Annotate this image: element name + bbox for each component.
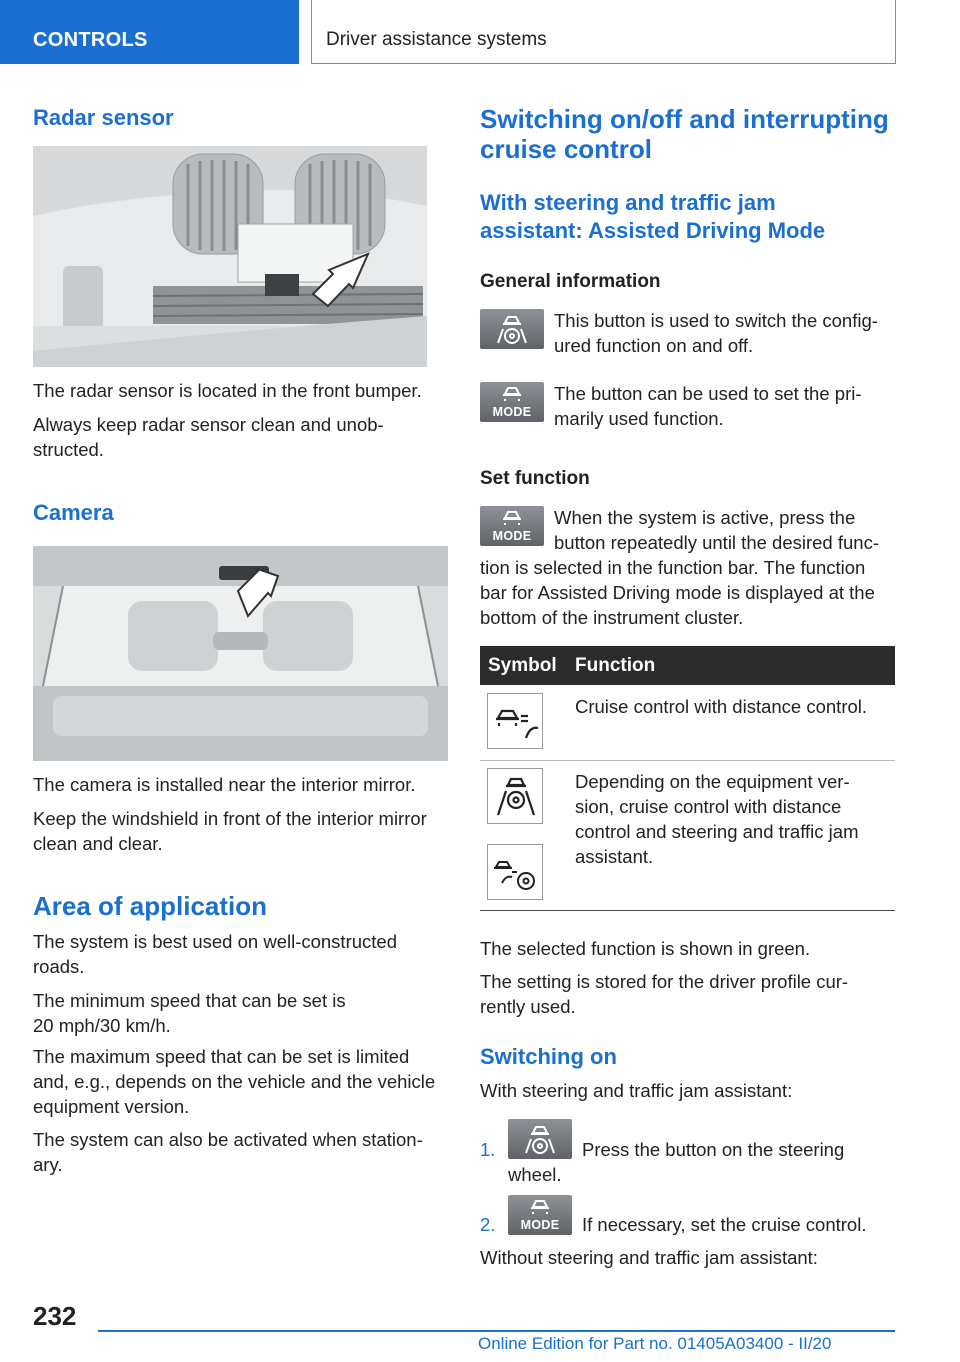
table-row-2-line-2: sion, cruise control with distance	[575, 796, 842, 817]
set-function-line-1: When the system is active, press the	[554, 507, 856, 528]
camera-paragraph-2-line-1: Keep the windshield in front of the interior mirror	[33, 808, 427, 829]
table-row-1-function: Cruise control with distance control.	[575, 696, 868, 717]
after-table-paragraph-1: The selected function is shown in green.	[480, 938, 811, 959]
table-row-divider	[480, 760, 895, 761]
radar-paragraph-1: The radar sensor is located in the front bumper.	[33, 380, 422, 401]
step-1-text: Press the button on the steering	[582, 1139, 845, 1160]
area-paragraph-4-line-1: The system can also be activated when station‐	[33, 1129, 423, 1150]
radar-sensor-photo	[33, 146, 427, 367]
general-paragraph-2-line-1: The button can be used to set the pri‐	[554, 383, 862, 404]
steering-assist-symbol-icon	[487, 768, 543, 824]
general-paragraph-1-line-1: This button is used to switch the config‐	[554, 310, 878, 331]
table-bottom-rule	[480, 910, 895, 911]
area-paragraph-2-line-2: 20 mph/30 km/h.	[33, 1015, 171, 1036]
footer-rule	[98, 1330, 895, 1332]
table-row-2-line-4: assistant.	[575, 846, 654, 867]
mode-button-label: MODE	[492, 405, 532, 419]
switching-heading-line-1: Switching on/off and interrupting	[480, 104, 889, 134]
page-number: 232	[33, 1301, 77, 1331]
mode-button-icon	[480, 382, 544, 422]
area-paragraph-3-line-1: The maximum speed that can be set is limited	[33, 1046, 410, 1067]
without-assistant-text: Without steering and traffic jam assistant:	[480, 1247, 818, 1268]
step-1-number: 1.	[480, 1139, 496, 1160]
mode-button-label-2: MODE	[492, 529, 532, 543]
set-function-line-4: bar for Assisted Driving mode is displayed at the	[480, 582, 875, 603]
column-symbol: Symbol	[488, 655, 557, 676]
step-1-text-line-2: wheel.	[508, 1164, 562, 1185]
area-paragraph-4-line-2: ary.	[33, 1154, 63, 1175]
mode-button-icon-2	[480, 506, 544, 546]
traffic-jam-assist-symbol-icon	[487, 844, 543, 900]
table-row-2-line-1: Depending on the equipment ver‐	[575, 771, 850, 792]
camera-photo	[33, 546, 448, 761]
general-information-heading: General information	[480, 271, 661, 292]
set-function-line-3: tion is selected in the function bar. The function	[480, 557, 866, 578]
steering-assist-button-icon	[480, 309, 544, 349]
radar-paragraph-2-line-2: structed.	[33, 439, 104, 460]
camera-paragraph-2-line-2: clean and clear.	[33, 833, 163, 854]
after-table-paragraph-2-line-2: rently used.	[480, 996, 576, 1017]
camera-paragraph-1: The camera is installed near the interior mirror.	[33, 774, 416, 795]
switching-heading-line-2: cruise control	[480, 134, 652, 164]
step-2-number: 2.	[480, 1214, 496, 1235]
general-paragraph-1-line-2: ured function on and off.	[554, 335, 754, 356]
general-paragraph-2-line-2: marily used function.	[554, 408, 724, 429]
set-function-line-5: bottom of the instrument cluster.	[480, 607, 744, 628]
steering-assist-button-icon-step	[508, 1119, 572, 1159]
column-function: Function	[575, 655, 656, 676]
step-2-text: If necessary, set the cruise control.	[582, 1214, 867, 1235]
mode-button-label-step: MODE	[520, 1218, 560, 1232]
area-paragraph-3-line-2: and, e.g., depends on the vehicle and the vehicle	[33, 1071, 436, 1092]
function-table-header	[480, 646, 895, 685]
set-function-line-2: button repeatedly until the desired func‐	[554, 532, 879, 553]
section-title: CONTROLS	[33, 29, 148, 51]
assisted-mode-heading-line-1: With steering and traffic jam	[480, 190, 776, 215]
area-paragraph-1-line-1: The system is best used on well-constructed	[33, 931, 397, 952]
mode-button-icon-step	[508, 1195, 572, 1235]
header-section-tab	[0, 0, 299, 64]
area-of-application-heading: Area of application	[33, 891, 268, 921]
radar-paragraph-2-line-1: Always keep radar sensor clean and unob‐	[33, 414, 384, 435]
area-paragraph-3-line-3: equipment version.	[33, 1096, 190, 1117]
area-paragraph-1-line-2: roads.	[33, 956, 85, 977]
switching-on-heading: Switching on	[480, 1044, 617, 1069]
table-row-2-line-3: control and steering and traffic jam	[575, 821, 859, 842]
radar-sensor-heading: Radar sensor	[33, 105, 174, 130]
assisted-mode-heading-line-2: assistant: Assisted Driving Mode	[480, 218, 826, 243]
chapter-title: Driver assistance systems	[326, 29, 547, 50]
distance-control-symbol-icon	[487, 693, 543, 749]
switching-on-intro: With steering and traffic jam assistant:	[480, 1080, 793, 1101]
set-function-heading: Set function	[480, 468, 590, 489]
header-chapter-box	[311, 0, 896, 64]
after-table-paragraph-2-line-1: The setting is stored for the driver profile cur‐	[480, 971, 849, 992]
camera-heading: Camera	[33, 500, 114, 525]
area-paragraph-2-line-1: The minimum speed that can be set is	[33, 990, 346, 1011]
edition-text: Online Edition for Part no. 01405A03400 - II/20	[478, 1334, 832, 1353]
